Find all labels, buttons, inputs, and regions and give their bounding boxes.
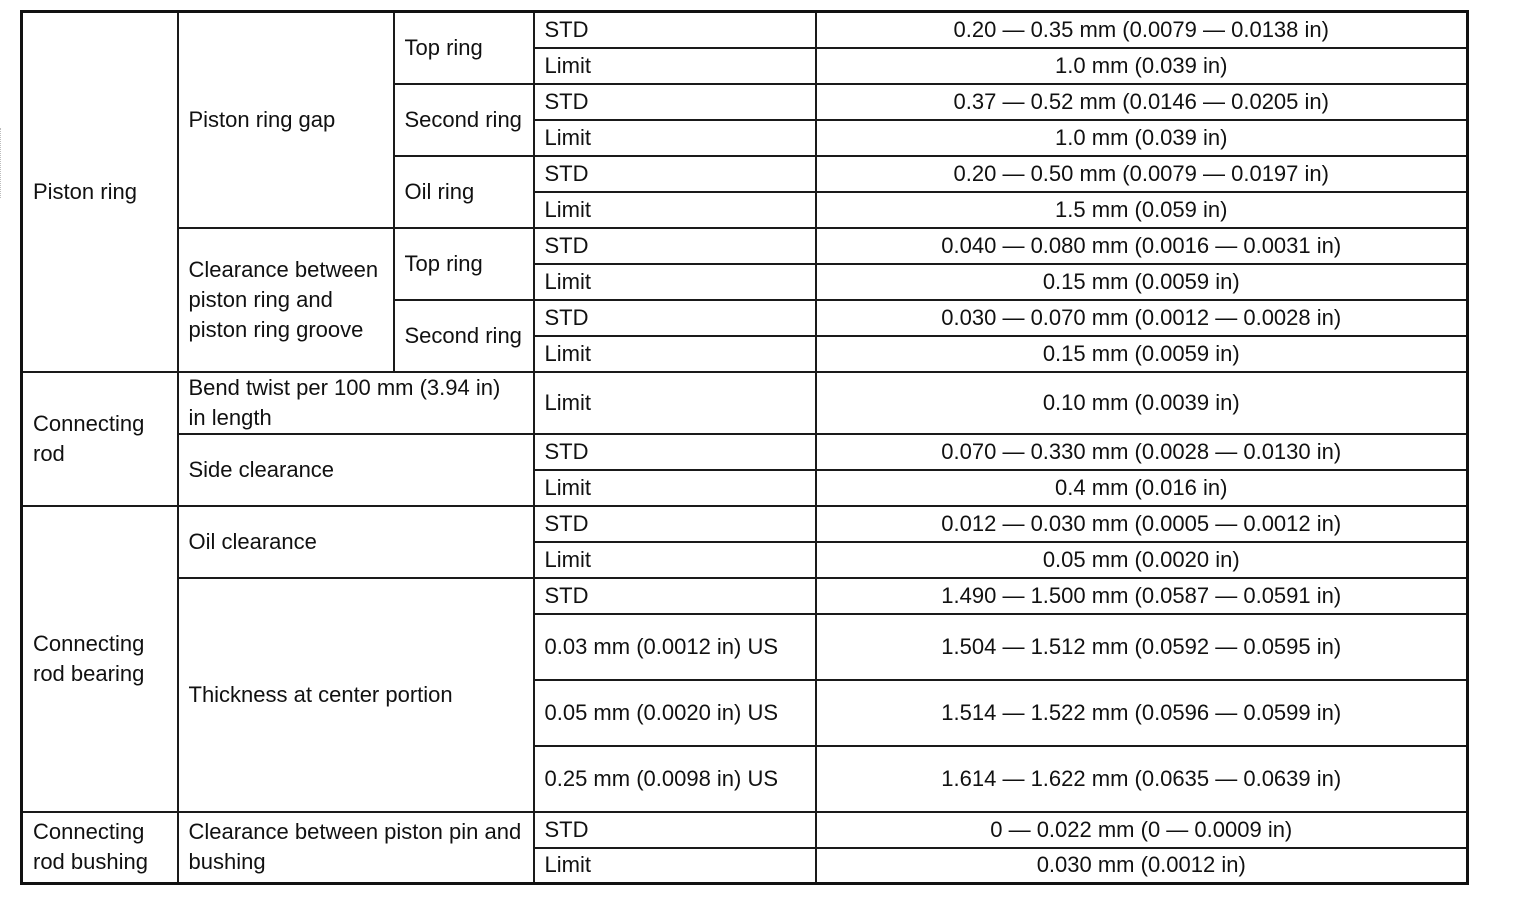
subitem-oil-ring: Oil ring bbox=[394, 156, 534, 228]
item-piston-pin-clearance: Clearance between piston pin and bushing bbox=[178, 812, 534, 884]
table-row bbox=[22, 12, 1468, 48]
subitem-second-ring: Second ring bbox=[394, 84, 534, 156]
condition-std: STD bbox=[534, 84, 816, 120]
subitem-top-ring: Top ring bbox=[394, 12, 534, 84]
condition-undersize: 0.05 mm (0.0020 in) US bbox=[534, 680, 816, 746]
condition-limit: Limit bbox=[534, 120, 816, 156]
spec-value: 0.10 mm (0.0039 in) bbox=[816, 372, 1468, 434]
spec-value: 0.15 mm (0.0059 in) bbox=[816, 264, 1468, 300]
table-row bbox=[22, 506, 1468, 542]
spec-value: 0.040 — 0.080 mm (0.0016 — 0.0031 in) bbox=[816, 228, 1468, 264]
table-row bbox=[22, 372, 1468, 434]
condition-limit: Limit bbox=[534, 372, 816, 434]
condition-std: STD bbox=[534, 300, 816, 336]
condition-undersize: 0.03 mm (0.0012 in) US bbox=[534, 614, 816, 680]
spec-value: 1.0 mm (0.039 in) bbox=[816, 120, 1468, 156]
category-connecting-rod: Connecting rod bbox=[22, 372, 178, 506]
spec-value: 0.20 — 0.35 mm (0.0079 — 0.0138 in) bbox=[816, 12, 1468, 48]
category-piston-ring: Piston ring bbox=[22, 12, 178, 372]
condition-limit: Limit bbox=[534, 48, 816, 84]
spec-value: 0.012 — 0.030 mm (0.0005 — 0.0012 in) bbox=[816, 506, 1468, 542]
service-spec-table bbox=[20, 10, 1469, 885]
condition-limit: Limit bbox=[534, 192, 816, 228]
spec-value: 1.504 — 1.512 mm (0.0592 — 0.0595 in) bbox=[816, 614, 1468, 680]
spec-value: 0.20 — 0.50 mm (0.0079 — 0.0197 in) bbox=[816, 156, 1468, 192]
condition-std: STD bbox=[534, 12, 816, 48]
condition-undersize: 0.25 mm (0.0098 in) US bbox=[534, 746, 816, 812]
spec-value: 0.030 mm (0.0012 in) bbox=[816, 848, 1468, 884]
spec-sheet bbox=[20, 10, 1469, 885]
category-connecting-rod-bushing: Connecting rod bushing bbox=[22, 812, 178, 884]
item-piston-ring-gap: Piston ring gap bbox=[178, 12, 394, 228]
table-row bbox=[22, 578, 1468, 614]
condition-std: STD bbox=[534, 578, 816, 614]
item-oil-clearance: Oil clearance bbox=[178, 506, 534, 578]
item-bend-twist: Bend twist per 100 mm (3.94 in) in length bbox=[178, 372, 534, 434]
spec-value: 1.5 mm (0.059 in) bbox=[816, 192, 1468, 228]
condition-limit: Limit bbox=[534, 848, 816, 884]
spec-value: 0.05 mm (0.0020 in) bbox=[816, 542, 1468, 578]
condition-limit: Limit bbox=[534, 264, 816, 300]
condition-limit: Limit bbox=[534, 470, 816, 506]
table-row bbox=[22, 228, 1468, 264]
subitem-top-ring: Top ring bbox=[394, 228, 534, 300]
item-ring-groove-clearance: Clearance between piston ring and piston ring groove bbox=[178, 228, 394, 372]
spec-value: 0.030 — 0.070 mm (0.0012 — 0.0028 in) bbox=[816, 300, 1468, 336]
item-side-clearance: Side clearance bbox=[178, 434, 534, 506]
spec-value: 0.37 — 0.52 mm (0.0146 — 0.0205 in) bbox=[816, 84, 1468, 120]
item-thickness-center: Thickness at center portion bbox=[178, 578, 534, 812]
subitem-second-ring: Second ring bbox=[394, 300, 534, 372]
spec-value: 0.070 — 0.330 mm (0.0028 — 0.0130 in) bbox=[816, 434, 1468, 470]
condition-std: STD bbox=[534, 156, 816, 192]
condition-std: STD bbox=[534, 228, 816, 264]
condition-std: STD bbox=[534, 506, 816, 542]
scan-margin-mark bbox=[0, 128, 7, 198]
spec-value: 0.15 mm (0.0059 in) bbox=[816, 336, 1468, 372]
spec-value: 1.614 — 1.622 mm (0.0635 — 0.0639 in) bbox=[816, 746, 1468, 812]
condition-limit: Limit bbox=[534, 542, 816, 578]
table-row bbox=[22, 434, 1468, 470]
spec-value: 0 — 0.022 mm (0 — 0.0009 in) bbox=[816, 812, 1468, 848]
spec-value: 0.4 mm (0.016 in) bbox=[816, 470, 1468, 506]
condition-std: STD bbox=[534, 812, 816, 848]
condition-limit: Limit bbox=[534, 336, 816, 372]
spec-value: 1.514 — 1.522 mm (0.0596 — 0.0599 in) bbox=[816, 680, 1468, 746]
spec-value: 1.0 mm (0.039 in) bbox=[816, 48, 1468, 84]
table-row bbox=[22, 812, 1468, 848]
spec-value: 1.490 — 1.500 mm (0.0587 — 0.0591 in) bbox=[816, 578, 1468, 614]
condition-std: STD bbox=[534, 434, 816, 470]
category-connecting-rod-bearing: Connecting rod bearing bbox=[22, 506, 178, 812]
